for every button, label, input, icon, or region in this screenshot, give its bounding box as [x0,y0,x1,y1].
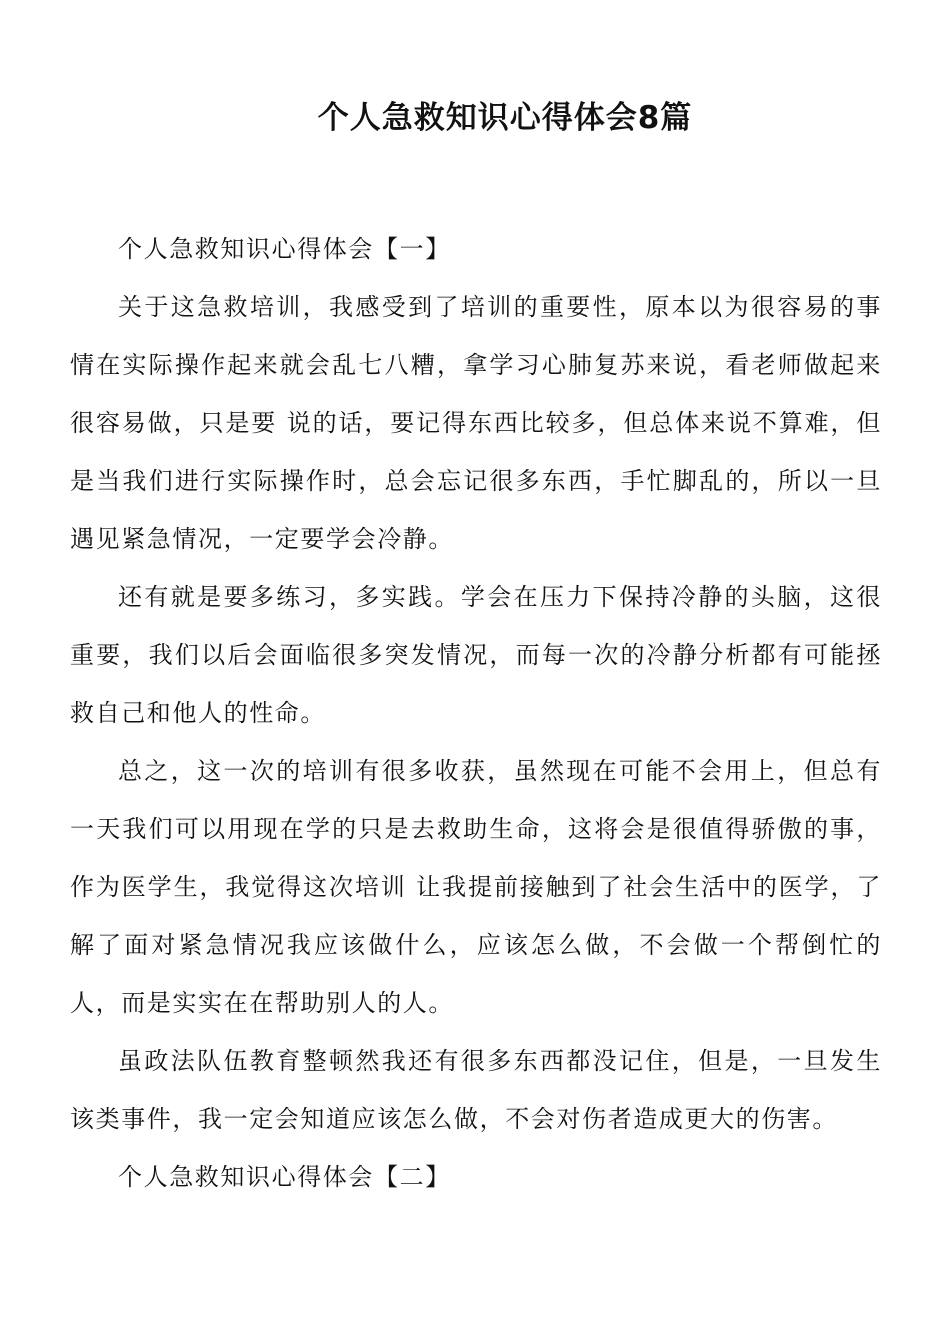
paragraph-1: 关于这急救培训，我感受到了培训的重要性，原本以为很容易的事情在实际操作起来就会乱七八糟，拿学习心肺复苏来说，看老师做起来很容易做，只是要 说的话，要记得东西比较多，但总体来说不算难，但是当我们进行实际操作时，总会忘记很多东西，手忙脚乱的，所以一旦遇见紧急情况，一定要学会冷静。 [70,293,882,553]
paragraph-4: 虽政法队伍教育整顿然我还有很多东西都没记住，但是，一旦发生该类事件，我一定会知道应该怎么做，不会对伤者造成更大的伤害。 [70,1047,882,1133]
paragraph-3: 总之，这一次的培训有很多收获，虽然现在可能不会用上，但总有一天我们可以用现在学的只是去救助生命，这将会是很值得骄傲的事，作为医学生，我觉得这次培训 让我提前接触到了社会生活中的医学，了解了面对紧急情况我应该做什么，应该怎么做，不会做一个帮倒忙的人，而是实实在在帮助别人的人。 [70,757,882,1017]
section-heading-1: 个人急救知识心得体会【一】 [118,235,451,263]
section-heading-2: 个人急救知识心得体会【二】 [118,1163,451,1191]
document-body [70,220,882,1206]
paragraph-2: 还有就是要多练习，多实践。学会在压力下保持冷静的头脑，这很重要，我们以后会面临很多突发情况，而每一次的冷静分析都有可能拯救自己和他人的性命。 [70,583,882,727]
document-title: 个人急救知识心得体会8篇 [317,100,693,136]
